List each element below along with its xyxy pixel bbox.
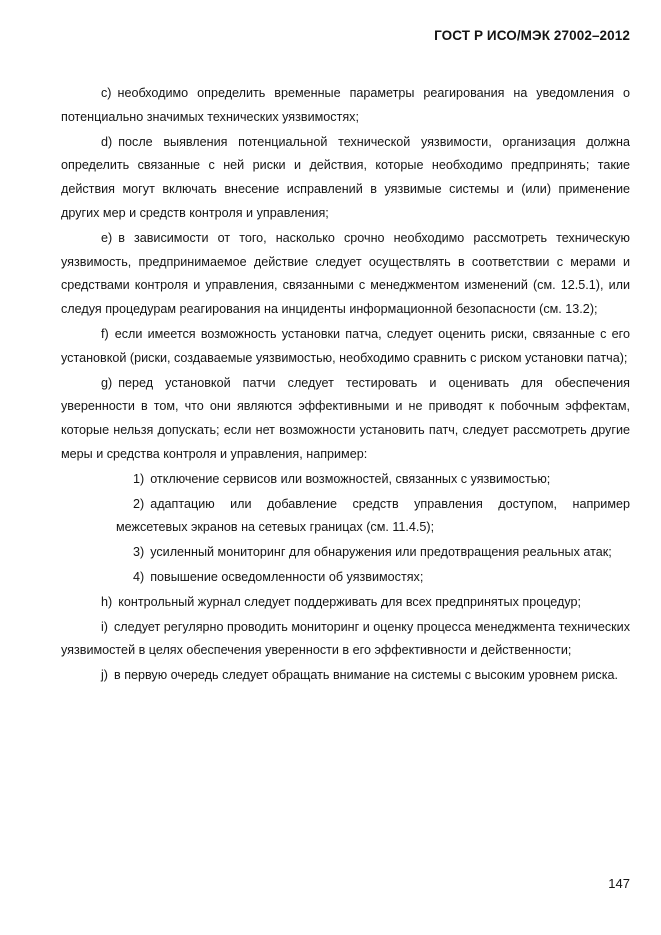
sublist-item-1 bbox=[61, 468, 630, 492]
sublist-item-label: 2) bbox=[133, 496, 145, 511]
list-item-f bbox=[61, 323, 630, 371]
list-item-text: в зависимости от того, насколько срочно необходимо рассмотреть техническую уязвимость, предпринимаемое действие следует осуществлять в соответствии с мерами и средствами контроля и управления, связанными с менеджментом изменений (см. 12.5.1), или следуя процедурам реагирования на инциденты информационной безопасности (см. 13.2); bbox=[61, 230, 630, 317]
list-item-label: f) bbox=[101, 326, 109, 341]
sublist-item-4 bbox=[61, 566, 630, 590]
sublist-item-text: повышение осведомленности об уязвимостях; bbox=[150, 569, 424, 584]
list-item-label: e) bbox=[101, 230, 113, 245]
document-body bbox=[61, 82, 630, 689]
list-item-e bbox=[61, 227, 630, 322]
list-item-text: следует регулярно проводить мониторинг и оценку процесса менеджмента технических уязвимостей в целях обеспечения уверенности в его эффективности и действенности; bbox=[61, 619, 630, 658]
sublist-item-2 bbox=[61, 493, 630, 541]
list-item-label: c) bbox=[101, 86, 112, 100]
list-item-text: контрольный журнал следует поддерживать для всех предпринятых процедур; bbox=[118, 594, 582, 609]
list-item-c bbox=[61, 82, 630, 130]
sublist-item-label: 4) bbox=[133, 569, 145, 584]
list-item-label: i) bbox=[101, 619, 108, 634]
sublist-item-text: усиленный мониторинг для обнаружения или предотвращения реальных атак; bbox=[150, 545, 612, 560]
list-item-label: d) bbox=[101, 134, 113, 149]
list-item-g bbox=[61, 372, 630, 467]
sublist-item-label: 3) bbox=[133, 545, 145, 560]
sublist-item-3 bbox=[61, 541, 630, 565]
list-item-d bbox=[61, 131, 630, 226]
list-item-label: g) bbox=[101, 375, 113, 390]
list-item-text: после выявления потенциальной технической уязвимости, организация должна определить связанные с ней риски и действия, которые необходимо предпринять; такие действия могут включать внесение исправлений в уязвимые системы и (или) применение других мер и средств контроля и управления; bbox=[61, 134, 630, 220]
list-item-h bbox=[61, 591, 630, 615]
list-item-label: j) bbox=[101, 668, 108, 683]
list-item-j bbox=[61, 664, 630, 688]
list-item-text: если имеется возможность установки патча, следует оценить риски, связанные с его установкой (риски, создаваемые уязвимостью, необходимо сравнить с риском установки патча); bbox=[61, 326, 630, 365]
sublist-item-text: отключение сервисов или возможностей, связанных с уязвимостью; bbox=[150, 471, 551, 486]
page-number: 147 bbox=[608, 876, 630, 891]
list-item-label: h) bbox=[101, 594, 113, 609]
list-item-text: перед установкой патчи следует тестировать и оценивать для обеспечения уверенности в том, что они являются эффективными и не приводят к побочным эффектам, которые нельзя допускать; если нет возможности установить патч, следует рассмотреть другие меры и средства контроля и управления, например: bbox=[61, 375, 630, 461]
page-header: ГОСТ Р ИСО/МЭК 27002–2012 bbox=[434, 28, 630, 43]
sublist-item-text: адаптацию или добавление средств управления доступом, например межсетевых экранов на сетевых границах (см. 11.4.5); bbox=[116, 496, 630, 535]
list-item-text: необходимо определить временные параметры реагирования на уведомления о потенциально значимых технических уязвимостях; bbox=[61, 86, 630, 124]
list-item-i bbox=[61, 616, 630, 664]
sublist-item-label: 1) bbox=[133, 471, 145, 486]
list-item-text: в первую очередь следует обращать внимание на системы с высоким уровнем риска. bbox=[114, 668, 619, 683]
